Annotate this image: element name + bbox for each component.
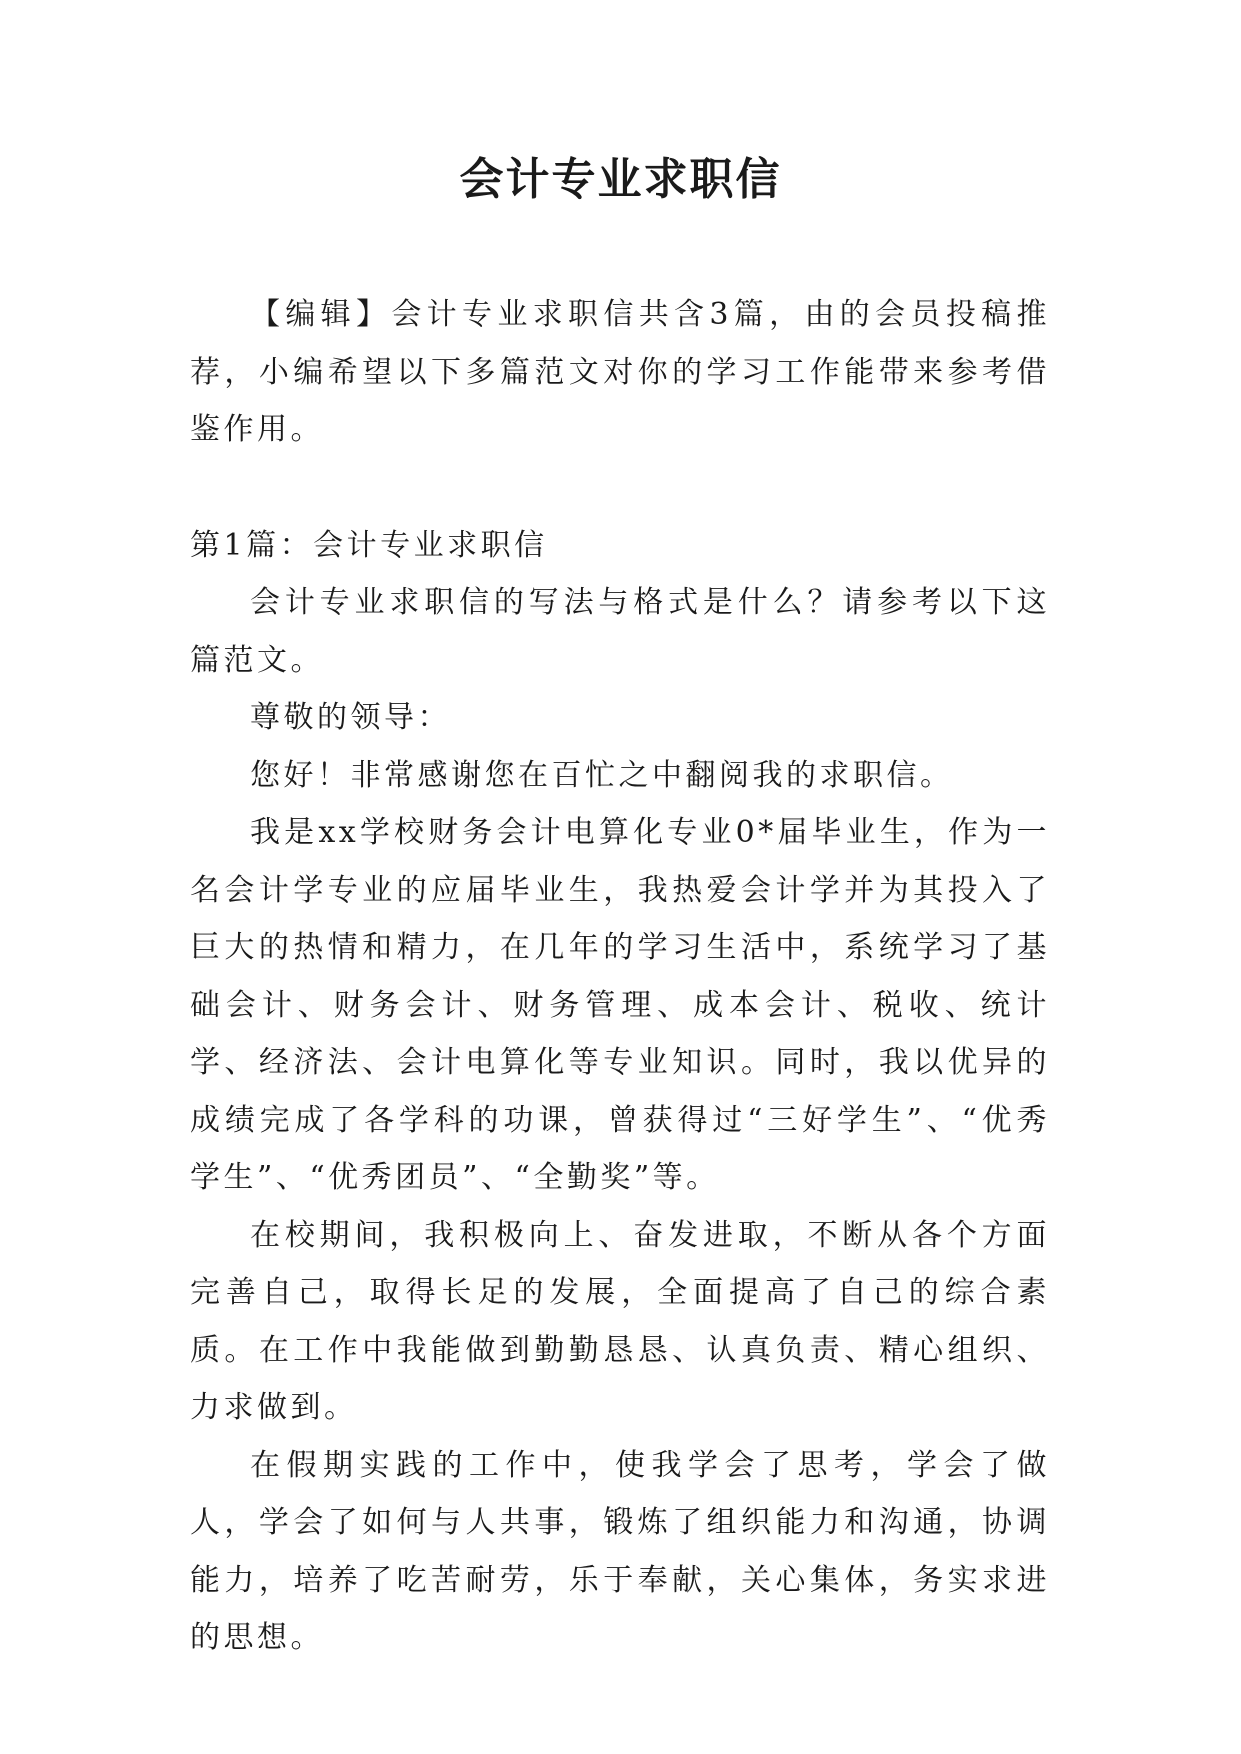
section-heading: 第1篇：会计专业求职信	[190, 527, 548, 563]
document-body	[190, 286, 1050, 1667]
document-title: 会计专业求职信	[459, 154, 782, 205]
greeting-paragraph: 您好！非常感谢您在百忙之中翻阅我的求职信。	[250, 757, 954, 793]
salutation: 尊敬的领导：	[250, 700, 451, 735]
body-paragraph: 会计专业求职信的写法与格式是什么？请参考以下这篇范文。	[190, 585, 1050, 678]
intro-paragraph: 【编辑】会计专业求职信共含3篇，由的会员投稿推荐，小编希望以下多篇范文对你的学习工作能带来参考借鉴作用。	[190, 297, 1050, 447]
body-paragraph: 在假期实践的工作中，使我学会了思考，学会了做人，学会了如何与人共事，锻炼了组织能力和沟通，协调能力，培养了吃苦耐劳，乐于奉献，关心集体，务实求进的思想。	[190, 1447, 1050, 1655]
body-paragraph: 在校期间，我积极向上、奋发进取，不断从各个方面完善自己，取得长足的发展，全面提高了自己的综合素质。在工作中我能做到勤勤恳恳、认真负责、精心组织、力求做到。	[190, 1217, 1050, 1425]
body-paragraph: 我是xx学校财务会计电算化专业0*届毕业生，作为一名会计学专业的应届毕业生，我热爱会计学并为其投入了巨大的热情和精力，在几年的学习生活中，系统学习了基础会计、财务会计、财务管理、成本会计、税收、统计学、经济法、会计电算化等专业知识。同时，我以优异的成绩完成了各学科的功课，曾获得过“三好学生”、“优秀学生”、“优秀团员”、“全勤奖”等。	[190, 815, 1050, 1195]
paragraph-gap	[190, 459, 1050, 517]
